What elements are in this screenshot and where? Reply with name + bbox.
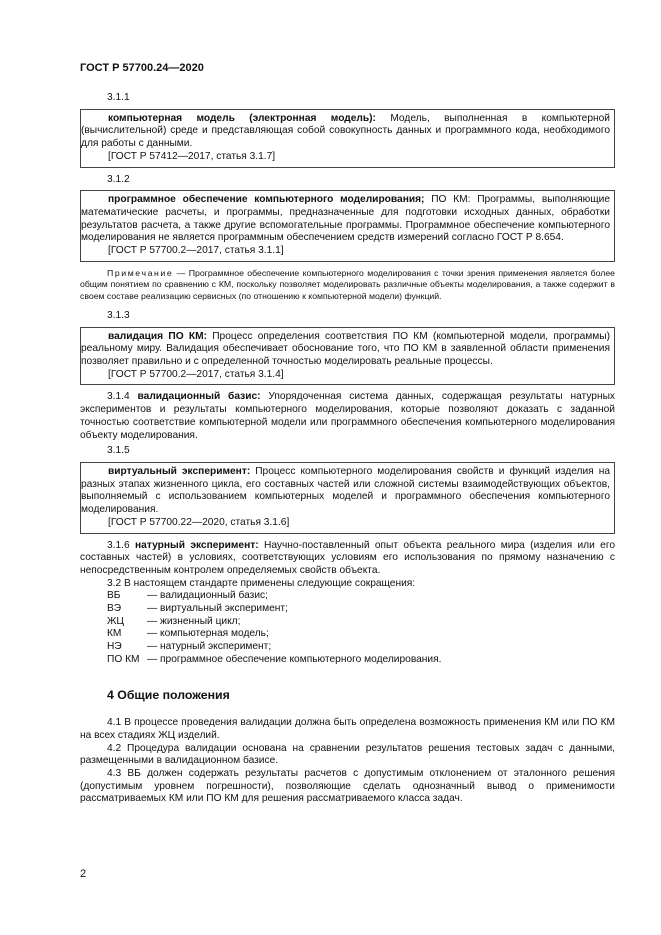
page-number: 2: [80, 868, 87, 880]
term-paragraph: [80, 391, 615, 442]
term-text: [81, 194, 610, 245]
abbreviation-row: [80, 641, 615, 654]
abbreviation-row: [80, 616, 615, 629]
abbreviation-value: — виртуальный эксперимент;: [147, 603, 288, 615]
section-paragraph: 4.3 ВБ должен содержать результаты расчетов с допустимым отклонением от эталонного решения (допустимым уровнем погрешности), позволяющие сделать однозначный вывод о применимости рассматриваемых КМ или ПО КМ для решения рассматриваемого класса задач.: [80, 768, 615, 805]
term-box: [80, 462, 615, 534]
term-name: виртуальный эксперимент:: [108, 465, 251, 477]
section-paragraph: 4.1 В процессе проведения валидации должна быть определена возможность применения КМ или ПО КМ на всех стадиях ЖЦ изделий.: [80, 717, 615, 741]
abbreviation-key: ВБ: [107, 590, 121, 602]
term-name: программное обеспечение компьютерного моделирования;: [108, 194, 425, 206]
term-reference: [ГОСТ Р 57700.2—2017, статья 3.1.1]: [108, 245, 284, 257]
term-definition: Научно-поставленный опыт объекта реального мира (изделия или его составных частей) в условиях, соответствующих условиям его использования по прямому назначению с непосредственным контролем определяемых свойств объекта.: [80, 539, 615, 576]
term-text: [81, 113, 610, 151]
abbreviation-row: [80, 654, 615, 667]
note-text: — Программное обеспечение компьютерного моделирования с точки зрения применения является более общим понятием по сравнению с КМ, поскольку позволяет моделировать различные объекты моделирования, а также содержит в своем составе реализацию сервисных (по отношению к компьютерной модели) функций.: [80, 267, 615, 301]
term-number: 3.1.5: [107, 445, 130, 457]
abbreviation-key: ВЭ: [107, 603, 122, 615]
abbreviation-row: [80, 603, 615, 616]
abbreviation-value: — натурный эксперимент;: [147, 641, 272, 653]
term-name: валидация ПО КМ:: [108, 330, 207, 342]
abbreviation-row: [80, 590, 615, 603]
section-paragraph: 4.2 Процедура валидации основана на сравнении результатов решения тестовых задач с данными, размещенными в валидационном базисе.: [80, 742, 615, 767]
term-number: 3.1.1: [107, 92, 130, 103]
abbreviation-value: — программное обеспечение компьютерного моделирования.: [147, 653, 442, 665]
abbreviations-list: [80, 590, 615, 666]
term-name: натурный эксперимент:: [135, 539, 259, 551]
term-box: [80, 109, 615, 168]
term-definition: ПО КМ: Программы, выполняющие математические расчеты, и программы, предназначенные для подготовки исходных данных, обработки результатов расчета, а также другие вспомогательные программы. Программное обеспечение компьютерного моделирования не является программным обеспечением средств измерений согласно ГОСТ Р 8.654.: [81, 194, 610, 244]
term-name: компьютерная модель (электронная модель):: [108, 112, 376, 124]
term-definition: Процесс определения соответствия ПО КМ (компьютерной модели, программы) реальному миру. Валидация обеспечивает обоснование того, что ПО КМ в заявленной области применения позволяет правильно и с определенной точностью моделировать реальные процессы.: [81, 330, 610, 368]
term-number: 3.1.4: [107, 391, 130, 403]
abbreviation-value: — валидационный базис;: [147, 590, 268, 602]
abbreviations-intro: 3.2 В настоящем стандарте применены следующие сокращения:: [107, 577, 416, 589]
term-box: [80, 327, 615, 386]
note-paragraph: [80, 268, 615, 302]
abbreviation-key: ЖЦ: [107, 615, 124, 627]
term-text: [81, 331, 610, 369]
term-reference: [ГОСТ Р 57700.22—2020, статья 3.1.6]: [108, 516, 290, 528]
term-reference: [ГОСТ Р 57412—2017, статья 3.1.7]: [108, 150, 276, 162]
term-text: [81, 466, 610, 517]
term-number: 3.1.6: [107, 539, 130, 551]
term-number: 3.1.3: [107, 309, 130, 321]
term-definition: Процесс компьютерного моделирования свойств и функций изделия на разных этапах жизненного цикла, его составных частей или сложной системы взаимодействующих объектов, выполняемый с использованием компьютерных моделей и программного обеспечения компьютерного моделирования.: [81, 465, 610, 516]
note-label: Примечание: [107, 267, 174, 278]
term-box: [80, 190, 615, 262]
abbreviation-key: ПО КМ: [107, 653, 140, 665]
term-paragraph: [80, 540, 615, 578]
abbreviation-value: — компьютерная модель;: [147, 628, 269, 640]
term-definition: Модель, выполненная в компьютерной (вычислительной) среде и представляющая собой совокупность данных и программного кода, необходимого для работы с данными.: [81, 112, 610, 150]
document-body: [80, 92, 615, 806]
term-definition: Упорядоченная система данных, содержащая результаты натурных экспериментов и результаты компьютерного моделирования, которые позволяют доказать с заданной точностью соответствие компьютерной модели или программного обеспечения компьютерного моделирования объекту моделирования.: [80, 391, 616, 441]
abbreviation-key: КМ: [107, 628, 122, 640]
term-number: 3.1.2: [107, 173, 130, 185]
abbreviation-key: НЭ: [107, 641, 122, 653]
abbreviation-row: [80, 628, 615, 641]
abbreviation-value: — жизненный цикл;: [147, 615, 241, 627]
section-heading: 4 Общие положения: [107, 687, 230, 702]
term-name: валидационный базис:: [137, 391, 261, 403]
term-reference: [ГОСТ Р 57700.2—2017, статья 3.1.4]: [108, 368, 284, 380]
document-code: ГОСТ Р 57700.24—2020: [80, 62, 204, 74]
